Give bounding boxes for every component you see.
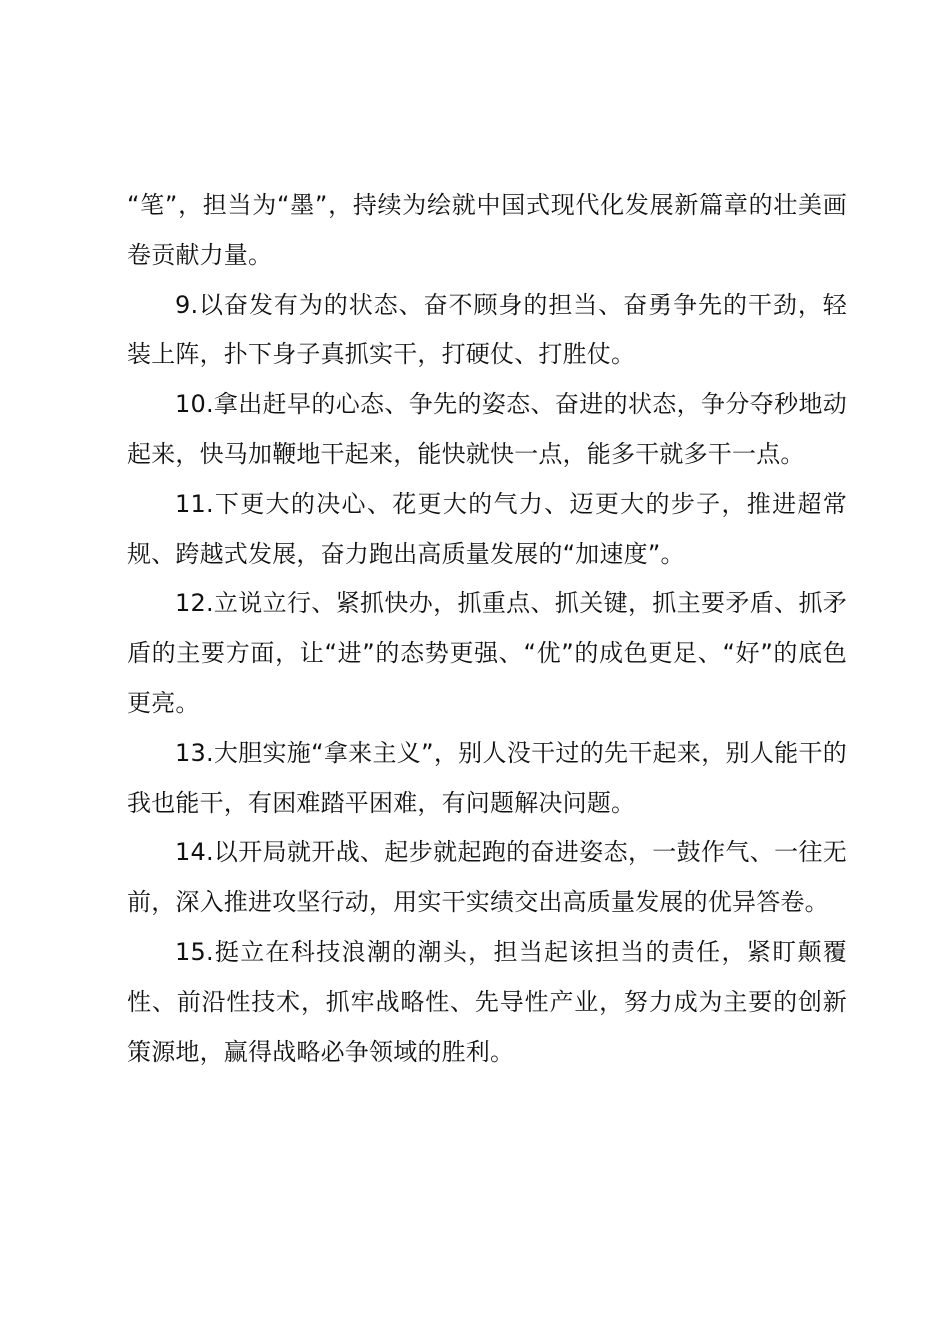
document-body [127,181,847,1077]
paragraph-item-15: 15.挺立在科技浪潮的潮头，担当起该担当的责任，紧盯颠覆性、前沿性技术，抓牢战略性、先导性产业，努力成为主要的创新策源地，赢得战略必争领域的胜利。 [127,937,847,1066]
paragraph-item-11: 11.下更大的决心、花更大的气力、迈更大的步子，推进超常规、跨越式发展，奋力跑出高质量发展的“加速度”。 [127,489,847,568]
paragraph-continuation: “笔”，担当为“墨”，持续为绘就中国式现代化发展新篇章的壮美画卷贡献力量。 [127,191,847,269]
paragraph-item-10: 10.拿出赶早的心态、争先的姿态、奋进的状态，争分夺秒地动起来，快马加鞭地干起来，能快就快一点，能多干就多干一点。 [127,390,847,468]
paragraph-item-9: 9.以奋发有为的状态、奋不顾身的担当、奋勇争先的干劲，轻装上阵，扑下身子真抓实干，打硬仗、打胜仗。 [127,290,847,369]
paragraph-item-13: 13.大胆实施“拿来主义”，别人没干过的先干起来，别人能干的我也能干，有困难踏平困难，有问题解决问题。 [127,738,847,817]
paragraph-item-14: 14.以开局就开战、起步就起跑的奋进姿态，一鼓作气、一往无前，深入推进攻坚行动，用实干实绩交出高质量发展的优异答卷。 [127,838,847,917]
paragraph-item-12: 12.立说立行、紧抓快办，抓重点、抓关键，抓主要矛盾、抓矛盾的主要方面，让“进”的态势更强、“优”的成色更足、“好”的底色更亮。 [127,589,847,717]
